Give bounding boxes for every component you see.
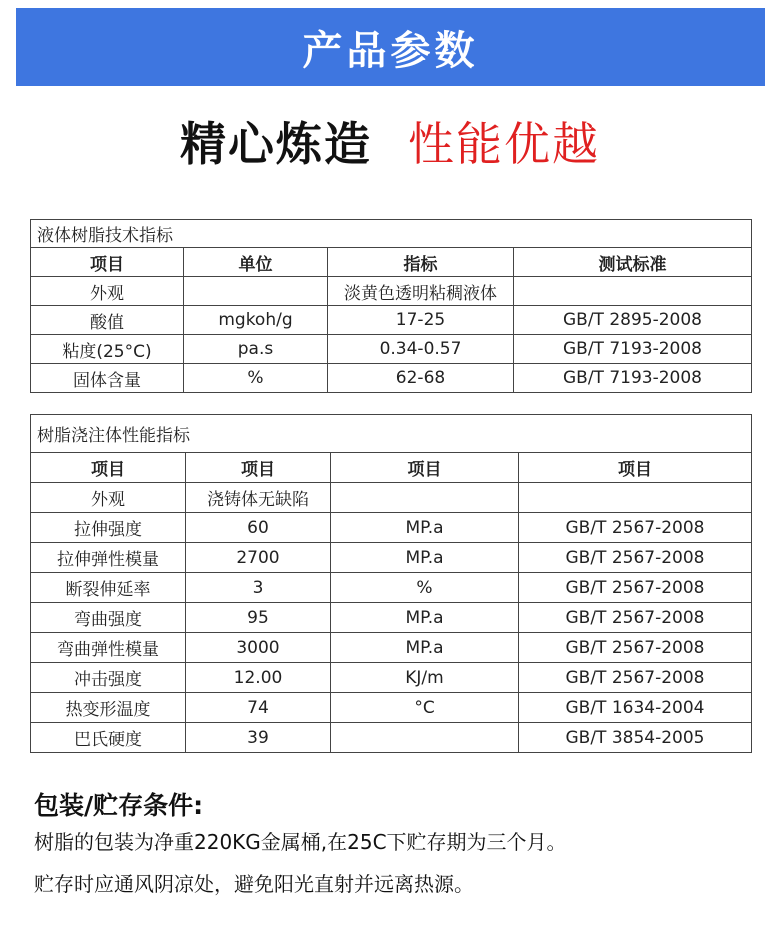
column-header: 项目 — [31, 248, 184, 277]
table-cell: KJ/m — [331, 663, 519, 693]
column-header: 项目 — [186, 453, 331, 483]
column-header: 单位 — [184, 248, 328, 277]
table-cell — [519, 483, 752, 513]
table-cell: mgkoh/g — [184, 306, 328, 335]
table-cell — [331, 483, 519, 513]
table-cell: GB/T 7193-2008 — [514, 335, 752, 364]
table-row — [31, 633, 752, 663]
table-row — [31, 364, 752, 393]
table-row — [31, 543, 752, 573]
table-cell: °C — [331, 693, 519, 723]
table-cell: MP.a — [331, 513, 519, 543]
table-row — [31, 573, 752, 603]
banner-title: 产品参数 — [302, 27, 479, 74]
table-header-row — [31, 453, 752, 483]
column-header: 项目 — [31, 453, 186, 483]
storage-line: 贮存时应通风阴凉处，避免阳光直射并远离热源。 — [34, 872, 474, 896]
table-cell: 95 — [186, 603, 331, 633]
slogan-left: 精心炼造 — [180, 117, 372, 171]
table-cell: 62-68 — [328, 364, 514, 393]
table-row — [31, 513, 752, 543]
table-title-row — [31, 220, 752, 248]
table-cell: pa.s — [184, 335, 328, 364]
table-cell: 冲击强度 — [31, 663, 186, 693]
table-cell: 60 — [186, 513, 331, 543]
slogan — [0, 106, 780, 176]
column-header: 项目 — [519, 453, 752, 483]
column-header: 项目 — [331, 453, 519, 483]
table-cell: GB/T 2895-2008 — [514, 306, 752, 335]
table-cell: 外观 — [31, 483, 186, 513]
table-title: 液体树脂技术指标 — [31, 220, 752, 248]
column-header: 指标 — [328, 248, 514, 277]
table-cell: 巴氏硬度 — [31, 723, 186, 753]
column-header: 测试标准 — [514, 248, 752, 277]
table-row — [31, 723, 752, 753]
table-cell: GB/T 3854-2005 — [519, 723, 752, 753]
table-row — [31, 603, 752, 633]
table-cell: GB/T 2567-2008 — [519, 663, 752, 693]
table-cell: 2700 — [186, 543, 331, 573]
table-cell: GB/T 2567-2008 — [519, 603, 752, 633]
table-title-row — [31, 415, 752, 453]
table-row — [31, 306, 752, 335]
table-cell: 浇铸体无缺陷 — [186, 483, 331, 513]
table-row — [31, 483, 752, 513]
table-cell: MP.a — [331, 633, 519, 663]
table-cell: 粘度(25°C) — [31, 335, 184, 364]
table-cell: 热变形温度 — [31, 693, 186, 723]
table-cell: 0.34-0.57 — [328, 335, 514, 364]
table-cell: 3 — [186, 573, 331, 603]
table-cell: 拉伸强度 — [31, 513, 186, 543]
table-cell — [184, 277, 328, 306]
table-cell: 17-25 — [328, 306, 514, 335]
table-cell: 弯曲强度 — [31, 603, 186, 633]
table-cell: 12.00 — [186, 663, 331, 693]
table-cell: GB/T 7193-2008 — [514, 364, 752, 393]
table-cell: MP.a — [331, 543, 519, 573]
table-title: 树脂浇注体性能指标 — [31, 415, 752, 453]
table-cell: MP.a — [331, 603, 519, 633]
table-cell: 酸值 — [31, 306, 184, 335]
table-cell: 拉伸弹性模量 — [31, 543, 186, 573]
table-cell — [331, 723, 519, 753]
table-cell: 39 — [186, 723, 331, 753]
table-row — [31, 277, 752, 306]
table-cell: 断裂伸延率 — [31, 573, 186, 603]
liquid-resin-spec-table — [30, 219, 752, 393]
table-cell: GB/T 2567-2008 — [519, 513, 752, 543]
packaging-title: 包装/贮存条件: — [34, 791, 204, 820]
table-cell: 74 — [186, 693, 331, 723]
packaging-line: 树脂的包装为净重220KG金属桶,在25C下贮存期为三个月。 — [34, 830, 567, 854]
table-row — [31, 663, 752, 693]
table-header-row — [31, 248, 752, 277]
table-cell: GB/T 2567-2008 — [519, 573, 752, 603]
table-cell: % — [184, 364, 328, 393]
table-cell: 固体含量 — [31, 364, 184, 393]
slogan-right: 性能优越 — [408, 117, 600, 171]
cast-resin-performance-table — [30, 414, 752, 753]
table-cell: 淡黄色透明粘稠液体 — [328, 277, 514, 306]
table-cell: GB/T 2567-2008 — [519, 543, 752, 573]
table-row — [31, 335, 752, 364]
table-cell: 外观 — [31, 277, 184, 306]
table-cell: GB/T 2567-2008 — [519, 633, 752, 663]
table-cell: % — [331, 573, 519, 603]
table-cell — [514, 277, 752, 306]
table-row — [31, 693, 752, 723]
table-cell: GB/T 1634-2004 — [519, 693, 752, 723]
banner — [16, 8, 765, 86]
table-cell: 3000 — [186, 633, 331, 663]
table-cell: 弯曲弹性模量 — [31, 633, 186, 663]
